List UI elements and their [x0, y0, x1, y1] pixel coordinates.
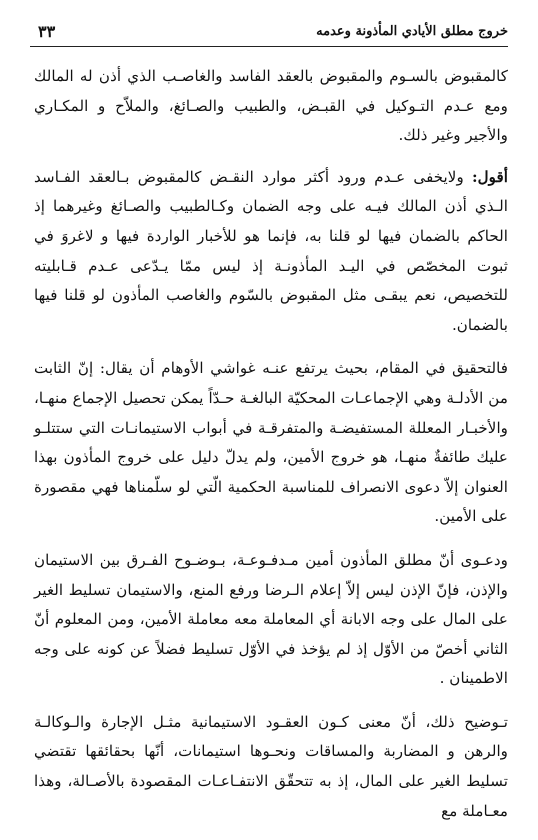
paragraph-2-text: ولايخفى عـدم ورود أكثر موارد النقـض كالمقبوض بـالعقد الفـاسد الـذي أذن المالك فيـه على وجه الضمان وكـالطبيب والصـائغ وغيرهما إذ الحاكم بالضمان فيها لو قلنا به، فإنما هو للأخبار الواردة فيها و لاغروَ في ثبوت المخصّص في اليـد المأذونـة إذ ليس ممّا يـدّعى عـدم قـابليته للتخصيص، نعم يبقـى مثل المقبوض بالسّوم والغاصب المأذون لو قلنا فيها بالضمان. — [34, 167, 508, 334]
paragraph-4-text: ودعـوى أنّ مطلق المأذون أمين مـدفـوعـة، بـوضـوح الفـرق بين الاستيمان والإذن، فإنّ الإذن ليس إلاّ إعلام الـرضا ورفع المنع، والاستيمان تسليط الغير على المال على وجه الابانة أي المعاملة معه معاملة الأمين، ومن المعلوم أنّ الثاني أخصّ من الأوّل إذ لم يؤخذ في الأوّل تسليط فضلاً عن كونه على وجه الاطمينان . — [34, 550, 508, 688]
paragraph-1 — [34, 62, 508, 151]
page-body — [34, 62, 508, 840]
page-number: ٣٣ — [38, 21, 56, 41]
paragraph-5 — [34, 708, 508, 826]
paragraph-4 — [34, 546, 508, 694]
running-title: خروج مطلق الأيادي المأذونة وعدمه — [316, 23, 508, 39]
paragraph-1-text: كالمقبوض بالسـوم والمقبوض بالعقد الفاسد والغاصـب الذي أذن له المالك ومع عـدم التـوكيل في القبـض، والطبيب والصـائغ، والملاّح و المكـاري والأجير وغير ذلك. — [34, 67, 508, 145]
header-rule — [30, 46, 508, 47]
paragraph-3-text: فالتحقيق في المقام، بحيث يرتفع عنـه غواشي الأوهام أن يقال: إنّ الثابت من الأدلـة وهي الإجماعـات المحكيّة البالغـة حـدّاً يمكن تحصيل الإجماع منهـا، والأخبـار المعللة المستفيضـة والمتفرقـة في أبواب الاستيمانـات التي ستتلـو عليك طائفةٌ منهـا، هو خروج الأمين، ولم يدلّ دليل على خروج المأذون بهذا العنوان إلاّ دعوى الانصراف للمناسبة الحكمية الّتي لو سلّمناها فهي مقصورة على الأمين. — [34, 359, 508, 526]
paragraph-2-lead: أقول: — [472, 167, 508, 186]
paragraph-2 — [34, 163, 508, 341]
paragraph-5-text: تـوضيح ذلك، أنّ معنى كـون العقـود الاستيمانية مثـل الإجارة والـوكالـة والرهن و المضاربة والمساقات ونحـوها استيمانات، أنّها بحقائقها تقتضي تسليط الغير على المال، إذ به تتحقّق الانتفـاعـات المقصودة بالأصـالة، وهذا معـاملة مع — [34, 712, 508, 820]
paragraph-3 — [34, 354, 508, 532]
page-header — [38, 18, 508, 44]
